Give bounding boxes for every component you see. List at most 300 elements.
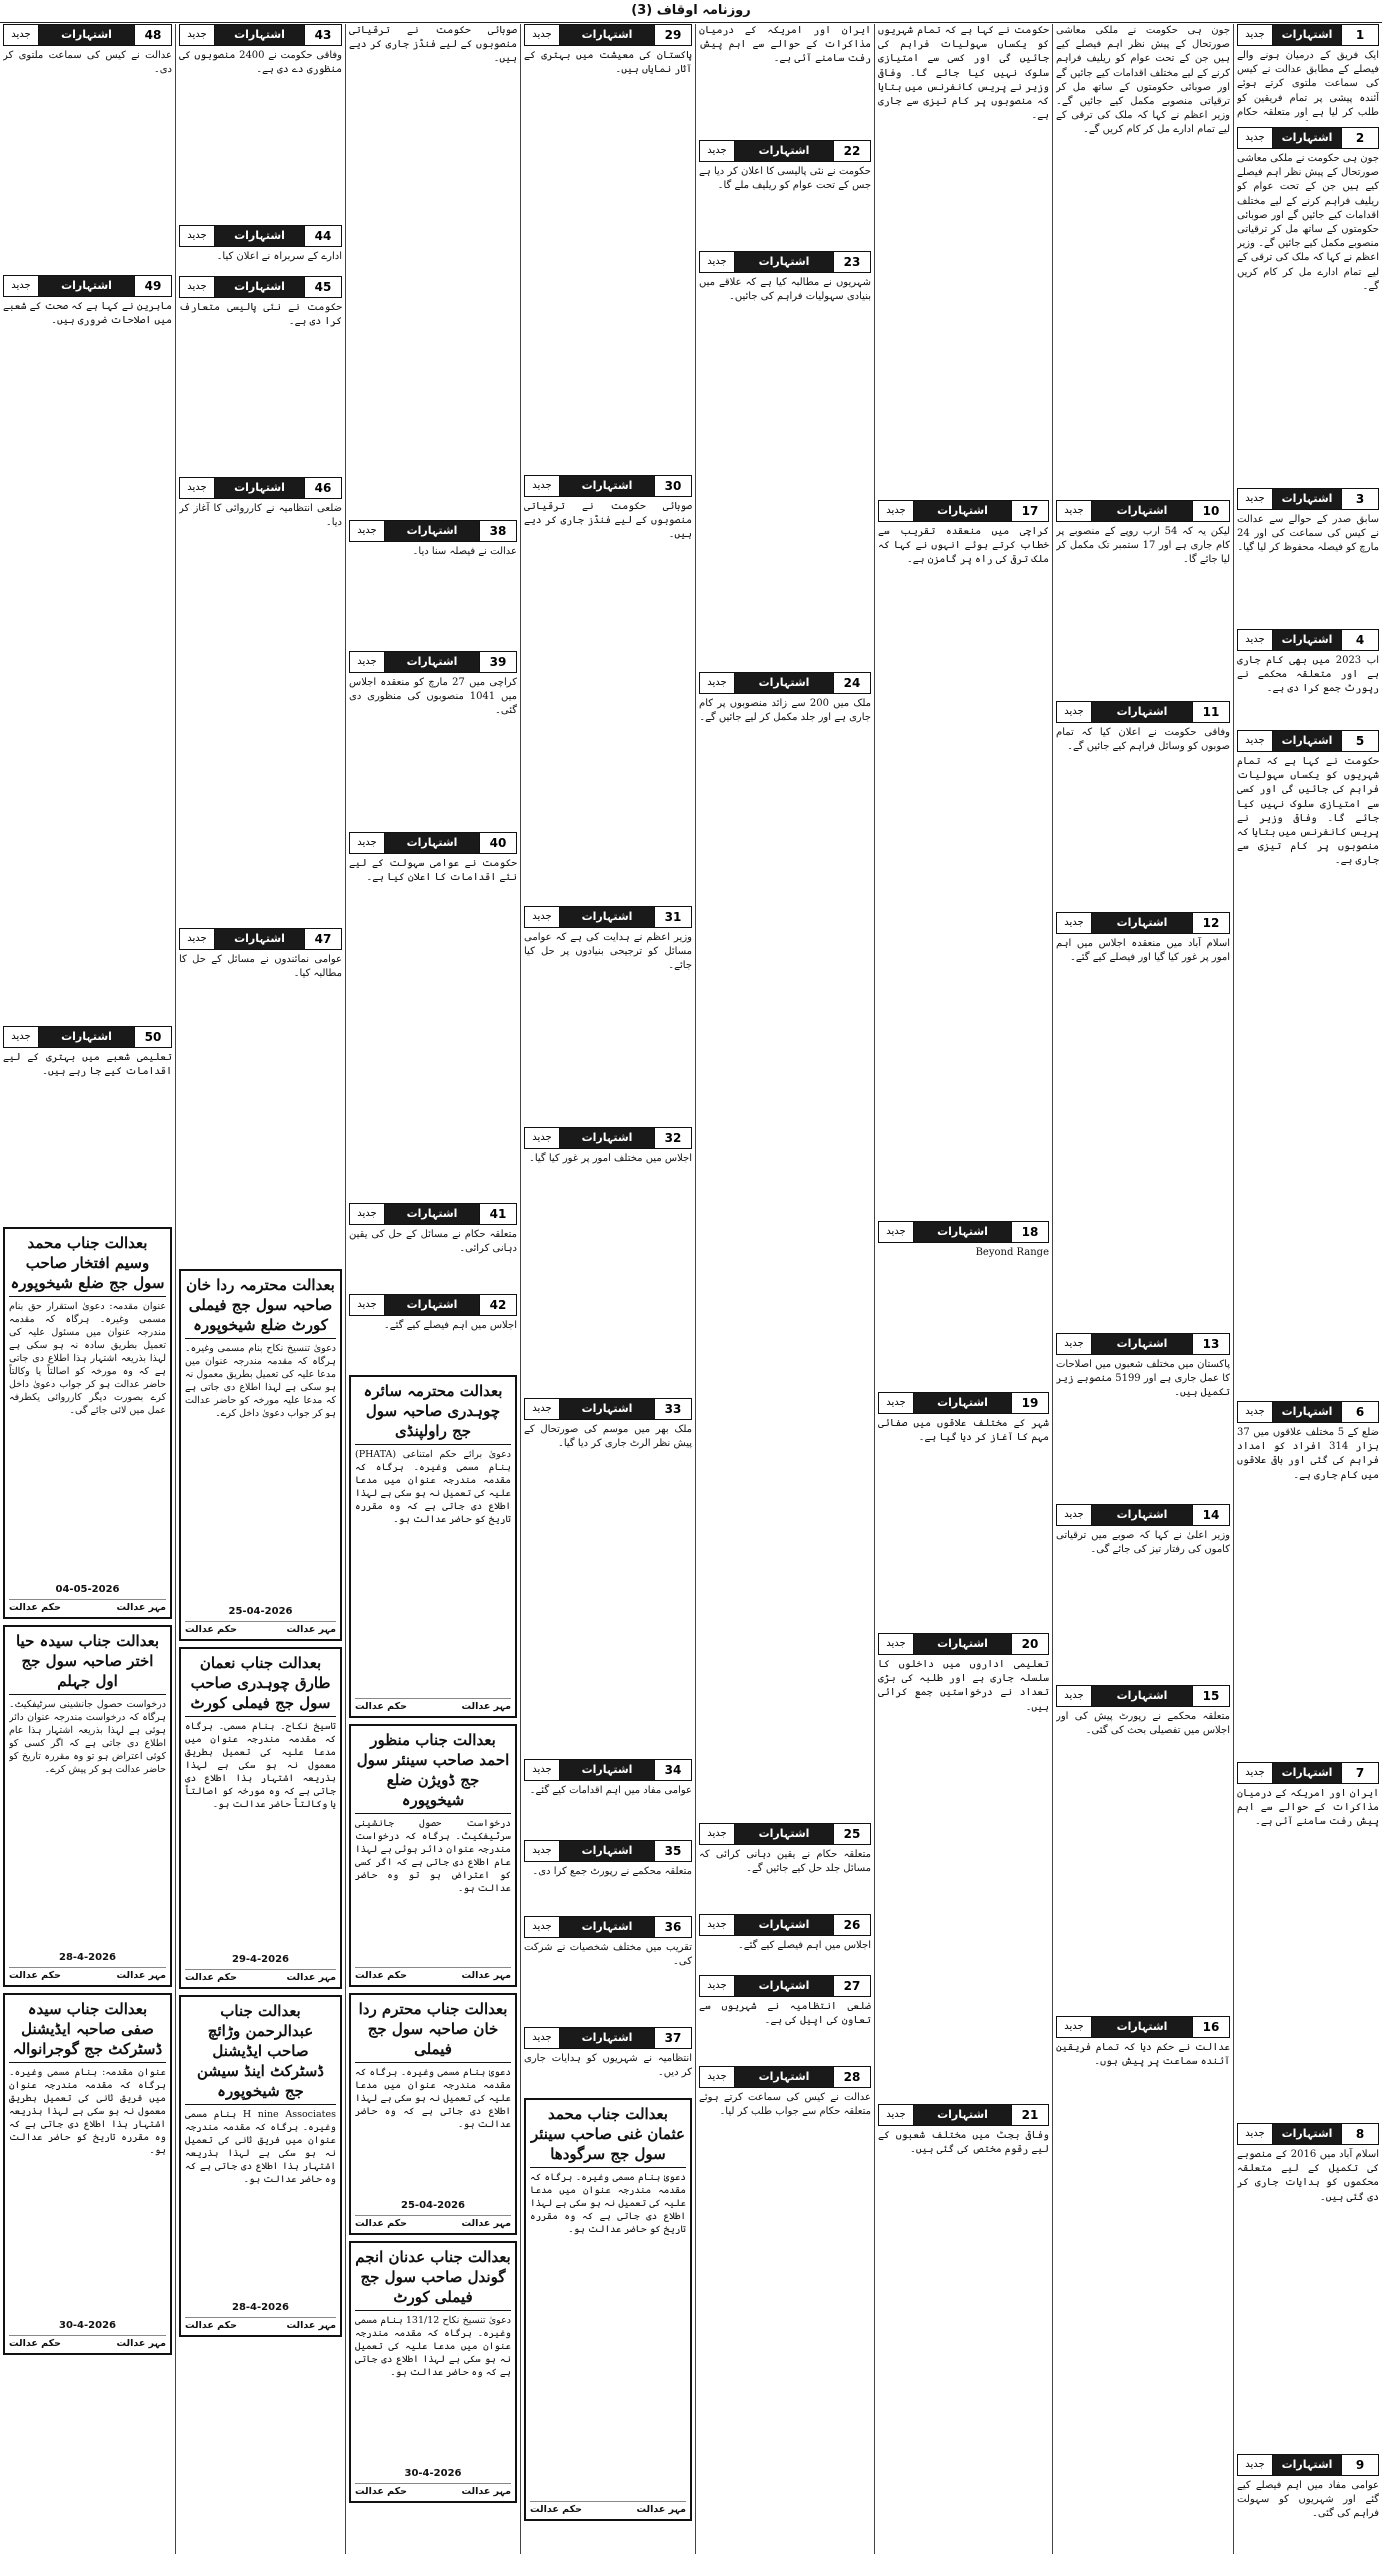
item-46: [179, 477, 342, 922]
item-text: پاکستان میں مختلف شعبوں میں اصلاحات کا عمل جاری ہے اور 5199 منصوبے زیر تکمیل ہیں۔: [1056, 1358, 1230, 1498]
item-number: 24: [833, 673, 870, 693]
item-37: [524, 2027, 692, 2092]
item-header: [699, 140, 871, 162]
item-label: اشتہارات: [215, 277, 304, 297]
item-label: اشتہارات: [735, 1915, 833, 1935]
item-tag: جدید: [1057, 1505, 1092, 1525]
item-header: [1237, 629, 1379, 651]
item-label: اشتہارات: [560, 907, 654, 927]
item-number: 12: [1192, 913, 1229, 933]
item-label: اشتہارات: [735, 1824, 833, 1844]
item-25: [699, 1823, 871, 1908]
item-30: [524, 475, 692, 900]
notice-signature: مہر عدالت حکم عدالت: [355, 2483, 511, 2497]
item-header: [524, 906, 692, 928]
item-label: اشتہارات: [1273, 489, 1341, 509]
item-number: 35: [654, 1841, 691, 1861]
item-text: اسلام آباد میں 2016 کے منصوبے کی تکمیل کے لیے متعلقہ محکموں کو ہدایات جاری کر دی گئی ہیں۔: [1237, 2148, 1379, 2448]
lead-text: جون ہی حکومت نے ملکی معاشی صورتحال کے پیش نظر اہم فیصلے کیے ہیں جن کے تحت عوام کو ریلیف فراہم کرنے کے لیے مختلف اقدامات کیے جائیں گے اور صوبائی حکومتوں کے ساتھ مل کر ترقیاتی منصوبے مکمل کیے جائیں گے۔ وزیر اعظم نے کہا کہ ملک کی ترقی کے لیے تمام ادارے مل کر کام کریں گے۔: [1056, 24, 1230, 494]
item-number: 30: [654, 476, 691, 496]
item-text: عدالت نے فیصلہ سنا دیا۔: [349, 545, 517, 645]
item-header: [878, 1392, 1049, 1414]
item-tag: جدید: [4, 276, 39, 296]
item-header: [1237, 2454, 1379, 2476]
item-34: [524, 1759, 692, 1834]
item-header: [3, 24, 172, 46]
item-label: اشتہارات: [735, 673, 833, 693]
item-label: اشتہارات: [735, 141, 833, 161]
notice-date: 29-4-2026: [231, 1954, 289, 1965]
item-41: [349, 1203, 517, 1288]
notice-signature: مہر عدالت حکم عدالت: [355, 2215, 511, 2229]
item-text: ملک میں 200 سے زائد منصوبوں پر کام جاری ہے اور جلد مکمل کر لیے جائیں گے۔: [699, 697, 871, 1817]
item-text: متعلقہ حکام نے مسائل کے حل کی یقین دہانی کرائی۔: [349, 1228, 517, 1288]
column-2: [1053, 24, 1233, 2367]
notice-signature: مہر عدالت حکم عدالت: [355, 1698, 511, 1712]
notice-title: بعدالت جناب محمد وسیم افتخار صاحب سول جج ضلع شیخوپورہ: [9, 1233, 166, 1297]
item-7: [1237, 1762, 1379, 2117]
item-3: [1237, 488, 1379, 623]
item-header: [1056, 1504, 1230, 1526]
notice-signature: مہر عدالت حکم عدالت: [9, 1967, 166, 1981]
item-24: [699, 672, 871, 1817]
item-22: [699, 140, 871, 245]
item-header: [1237, 488, 1379, 510]
item-tag: جدید: [700, 2067, 735, 2087]
item-number: 15: [1192, 1686, 1229, 1706]
item-number: 3: [1341, 489, 1378, 509]
item-text: وفاقی بجٹ میں مختلف شعبوں کے لیے رقوم مختص کی گئی ہیں۔: [878, 2129, 1049, 2429]
item-text: شہریوں نے مطالبہ کیا ہے کہ علاقے میں بنیادی سہولیات فراہم کی جائیں۔: [699, 276, 871, 666]
item-tag: جدید: [350, 521, 385, 541]
item-label: اشتہارات: [1273, 128, 1341, 148]
item-header: [878, 500, 1049, 522]
item-label: اشتہارات: [215, 478, 304, 498]
item-number: 13: [1192, 1334, 1229, 1354]
item-text: حکومت نے نئی پالیسی متعارف کرا دی ہے۔: [179, 301, 342, 471]
item-31: [524, 906, 692, 1121]
item-header: [3, 275, 172, 297]
item-number: 32: [654, 1128, 691, 1148]
item-text: متعلقہ محکمے نے رپورٹ جمع کرا دی۔: [524, 1865, 692, 1910]
item-text: عدالت نے حکم دیا کہ تمام فریقین آئندہ سماعت پر پیش ہوں۔: [1056, 2041, 1230, 2361]
item-label: اشتہارات: [215, 929, 304, 949]
item-text: وزیر اعلیٰ نے کہا کہ صوبے میں ترقیاتی کاموں کی رفتار تیز کی جائے گی۔: [1056, 1529, 1230, 1679]
item-number: 28: [833, 2067, 870, 2087]
item-text: اب 2023 میں بھی کام جاری ہے اور متعلقہ محکمے نے رپورٹ جمع کرا دی ہے۔: [1237, 654, 1379, 724]
item-label: اشتہارات: [215, 226, 304, 246]
item-header: [1056, 1333, 1230, 1355]
item-number: 31: [654, 907, 691, 927]
court-notice: [349, 1993, 517, 2235]
column-8: [0, 24, 175, 2361]
notice-date: 28-4-2026: [58, 1952, 116, 1963]
notice-title: بعدالت محترمہ ردا خان صاحبہ سول جج فیملی کورٹ ضلع شیخوپورہ: [185, 1275, 336, 1339]
item-header: [699, 2066, 871, 2088]
item-text: شہر کے مختلف علاقوں میں صفائی مہم کا آغاز کر دیا گیا ہے۔: [878, 1417, 1049, 1627]
item-tag: جدید: [1238, 731, 1273, 751]
notice-title: بعدالت جناب نعمان طارق چوہدری صاحب سول جج فیملی کورٹ: [185, 1653, 336, 1717]
item-header: [699, 1823, 871, 1845]
item-number: 43: [304, 25, 341, 45]
item-label: اشتہارات: [1273, 25, 1341, 45]
item-13: [1056, 1333, 1230, 1498]
item-38: [349, 520, 517, 645]
item-tag: جدید: [180, 478, 215, 498]
item-header: [878, 1221, 1049, 1243]
item-label: اشتہارات: [914, 1393, 1011, 1413]
item-tag: جدید: [4, 25, 39, 45]
item-number: 14: [1192, 1505, 1229, 1525]
item-number: 7: [1341, 1763, 1378, 1783]
item-label: اشتہارات: [385, 833, 479, 853]
item-36: [524, 1916, 692, 2021]
notice-body: دعویٰ تنسیخ نکاح 131/12 بنام مسمی وغیرہ۔ ہرگاہ کہ مقدمہ مندرجہ عنوان میں مدعا علیہ کی تعمیل نہ ہو سکی ہے لہذا اطلاع دی جاتی ہے کہ وہ حاضر عدالت ہو۔: [355, 2315, 511, 2378]
item-45: [179, 276, 342, 471]
court-notice: [3, 1993, 172, 2355]
item-label: اشتہارات: [1092, 1686, 1192, 1706]
item-number: 1: [1341, 25, 1378, 45]
item-tag: جدید: [525, 25, 560, 45]
item-23: [699, 251, 871, 666]
item-text: ایک فریق کے درمیان ہونے والے فیصلے کے مطابق عدالت نے کیس کی سماعت ملتوی کرتے ہوئے آئندہ پیشی پر تمام فریقین کو طلب کر لیا ہے اور متعلقہ حکام: [1237, 49, 1379, 121]
item-42: [349, 1294, 517, 1369]
item-label: اشتہارات: [1273, 630, 1341, 650]
court-notice: [524, 2098, 692, 2521]
item-number: 17: [1011, 501, 1048, 521]
item-6: [1237, 1401, 1379, 1756]
item-label: اشتہارات: [735, 252, 833, 272]
notice-body: عنوان مقدمہ: بنام مسمی وغیرہ۔ ہرگاہ کہ مقدمہ مندرجہ عنوان میں فریق ثانی کی تعمیل بطریق معمول نہ ہو سکی ہے لہذا بذریعہ اشتہار ہذا اطلاع دی جاتی ہے کہ وہ مقررہ تاریخ کو حاضر عدالت ہو۔: [9, 2067, 166, 2156]
item-9: [1237, 2454, 1379, 2539]
item-header: [524, 1916, 692, 1938]
item-4: [1237, 629, 1379, 724]
notice-body: H nine Associates بنام مسمی وغیرہ۔ ہرگاہ کہ مقدمہ مندرجہ عنوان میں فریق ثانی کی تعمیل نہ ہو سکی ہے لہذا بذریعہ اشتہار ہذا اطلاع دی جاتی ہے کہ وہ حاضر عدالت ہو۔: [185, 2109, 336, 2185]
item-number: 4: [1341, 630, 1378, 650]
item-tag: جدید: [525, 1128, 560, 1148]
item-49: [3, 275, 172, 1020]
item-header: [179, 928, 342, 950]
item-number: 10: [1192, 501, 1229, 521]
item-label: اشتہارات: [560, 2028, 654, 2048]
item-tag: جدید: [700, 1915, 735, 1935]
item-tag: جدید: [1057, 2017, 1092, 2037]
item-number: 23: [833, 252, 870, 272]
item-tag: جدید: [1238, 1402, 1273, 1422]
item-header: [349, 1203, 517, 1225]
item-20: [878, 1633, 1049, 2098]
item-label: اشتہارات: [1273, 1763, 1341, 1783]
item-39: [349, 651, 517, 826]
notice-body: دعویٰ تنسیخ نکاح بنام مسمی وغیرہ۔ ہرگاہ کہ مقدمہ مندرجہ عنوان میں مدعا علیہ کی تعمیل بطریق معمول نہ ہو سکی ہے لہذا اطلاع دی جاتی ہے کہ مدعا علیہ مورخہ کو حاضر عدالت ہو کر جواب دعویٰ داخل کرے۔: [185, 1343, 336, 1419]
item-44: [179, 225, 342, 270]
item-tag: جدید: [180, 25, 215, 45]
notice-title: بعدالت جناب منظور احمد صاحب سینئر سول جج ڈویژن ضلع شیخوپورہ: [355, 1730, 511, 1814]
item-number: 38: [479, 521, 516, 541]
item-tag: جدید: [525, 907, 560, 927]
item-text: پاکستان کی معیشت میں بہتری کے آثار نمایاں ہیں۔: [524, 49, 692, 469]
notice-title: بعدالت جناب عدنان انجم گوندل صاحب سول جج فیملی کورٹ: [355, 2247, 511, 2311]
item-header: [699, 672, 871, 694]
item-text: ایران اور امریکہ کے درمیان مذاکرات کے حوالے سے اہم پیش رفت سامنے آئی ہے۔: [1237, 1787, 1379, 2117]
item-text: ادارے کے سربراہ نے اعلان کیا۔: [179, 250, 342, 270]
item-number: 48: [134, 25, 171, 45]
item-label: اشتہارات: [385, 521, 479, 541]
item-label: اشتہارات: [914, 501, 1011, 521]
item-number: 22: [833, 141, 870, 161]
item-header: [1056, 500, 1230, 522]
item-1: [1237, 24, 1379, 121]
item-tag: جدید: [180, 226, 215, 246]
item-number: 25: [833, 1824, 870, 1844]
item-11: [1056, 701, 1230, 906]
item-header: [878, 2104, 1049, 2126]
item-header: [179, 276, 342, 298]
item-tag: جدید: [879, 1393, 914, 1413]
item-tag: جدید: [879, 1634, 914, 1654]
item-text: کراچی میں منعقدہ تقریب سے خطاب کرتے ہوئے انہوں نے کہا کہ ملک ترقی کی راہ پر گامزن ہے۔: [878, 525, 1049, 1215]
item-tag: جدید: [350, 833, 385, 853]
item-text: انتظامیہ نے شہریوں کو ہدایات جاری کر دیں۔: [524, 2052, 692, 2092]
item-tag: جدید: [525, 1399, 560, 1419]
item-text: وزیر اعظم نے ہدایت کی ہے کہ عوامی مسائل کو ترجیحی بنیادوں پر حل کیا جائے۔: [524, 931, 692, 1121]
notice-body: دعویٰ بنام مسمی وغیرہ۔ ہرگاہ کہ مقدمہ مندرجہ عنوان میں مدعا علیہ کی تعمیل نہ ہو سکی ہے لہذا اطلاع دی جاتی ہے کہ وہ مقررہ تاریخ کو حاضر عدالت ہو۔: [530, 2172, 686, 2235]
notice-title: بعدالت جناب سیدہ حیا اختر صاحبہ سول جج اول جہلم: [9, 1631, 166, 1695]
item-29: [524, 24, 692, 469]
item-label: اشتہارات: [1092, 2017, 1192, 2037]
item-tag: جدید: [879, 1222, 914, 1242]
item-number: 11: [1192, 702, 1229, 722]
notice-body: درخواست حصول جانشینی سرٹیفکیٹ۔ ہرگاہ کہ درخواست مندرجہ عنوان دائر ہوئی ہے لہذا بذریعہ اشتہار ہذا عام اطلاع دی جاتی ہے کہ اگر کسی کو کوئی اعتراض ہو تو وہ مقررہ تاریخ کو حاضر عدالت ہو کر پیش کرے۔: [9, 1699, 166, 1775]
item-number: 29: [654, 25, 691, 45]
item-label: اشتہارات: [1273, 731, 1341, 751]
item-text: حکومت نے کہا ہے کہ تمام شہریوں کو یکساں سہولیات فراہم کی جائیں گی اور کسی سے امتیازی سلوک نہیں کیا جائے گا۔ وفاقی وزیر نے پریس کانفرنس میں بتایا کہ منصوبوں پر کام تیزی سے جاری ہے۔: [1237, 755, 1379, 1395]
item-header: [349, 832, 517, 854]
item-label: اشتہارات: [560, 1760, 654, 1780]
item-2: [1237, 127, 1379, 482]
item-10: [1056, 500, 1230, 695]
item-text: ضلع کے 5 مختلف علاقوں میں 37 ہزار 314 افراد کو امداد فراہم کی گئی اور باقی علاقوں میں کام جاری ہے۔: [1237, 1426, 1379, 1756]
item-tag: جدید: [1238, 489, 1273, 509]
item-text: اجلاس میں اہم فیصلے کیے گئے۔: [349, 1319, 517, 1369]
item-tag: جدید: [879, 501, 914, 521]
court-notice: [349, 2241, 517, 2503]
item-label: اشتہارات: [560, 1917, 654, 1937]
item-tag: جدید: [1238, 2124, 1273, 2144]
item-15: [1056, 1685, 1230, 2010]
item-tag: جدید: [700, 673, 735, 693]
court-notice: [179, 1647, 342, 1989]
item-number: 41: [479, 1204, 516, 1224]
item-text: اسلام آباد میں منعقدہ اجلاس میں اہم امور پر غور کیا گیا اور فیصلے کیے گئے۔: [1056, 937, 1230, 1327]
item-17: [878, 500, 1049, 1215]
item-number: 42: [479, 1295, 516, 1315]
item-number: 5: [1341, 731, 1378, 751]
item-32: [524, 1127, 692, 1392]
item-40: [349, 832, 517, 1197]
item-header: [524, 475, 692, 497]
item-tag: جدید: [700, 141, 735, 161]
item-text: Beyond Range: [878, 1246, 1049, 1386]
item-label: اشتہارات: [39, 1027, 134, 1047]
item-text: سابق صدر کے حوالے سے عدالت نے کیس کی سماعت کی اور 24 مارچ کو فیصلہ محفوظ کر لیا گیا۔: [1237, 513, 1379, 623]
item-header: [179, 24, 342, 46]
item-tag: جدید: [1238, 630, 1273, 650]
notice-signature: مہر عدالت حکم عدالت: [185, 1621, 336, 1635]
item-tag: جدید: [4, 1027, 39, 1047]
item-14: [1056, 1504, 1230, 1679]
item-text: ماہرین نے کہا ہے کہ صحت کے شعبے میں اصلاحات ضروری ہیں۔: [3, 300, 172, 1020]
notice-date: 04-05-2026: [55, 1584, 120, 1595]
item-label: اشتہارات: [1092, 1505, 1192, 1525]
column-5: [521, 24, 695, 2527]
item-tag: جدید: [1057, 501, 1092, 521]
notice-date: 25-04-2026: [401, 2200, 465, 2211]
item-tag: جدید: [700, 1976, 735, 1996]
column-4: [696, 24, 874, 2287]
notice-title: بعدالت جناب محترم ردا خان صاحبہ سول جج فیملی: [355, 1999, 511, 2063]
item-label: اشتہارات: [39, 276, 134, 296]
item-8: [1237, 2123, 1379, 2448]
item-tag: جدید: [1057, 702, 1092, 722]
item-label: اشتہارات: [385, 1295, 479, 1315]
notice-title: بعدالت جناب سیدہ صفی صاحبہ ایڈیشنل ڈسٹرکٹ جج گوجرانوالہ: [9, 1999, 166, 2063]
item-header: [1237, 1762, 1379, 1784]
lead-text: ایران اور امریکہ کے درمیان مذاکرات کے حوالے سے اہم پیش رفت سامنے آئی ہے۔: [699, 24, 871, 134]
item-text: عوامی مفاد میں اہم اقدامات کیے گئے۔: [524, 1784, 692, 1834]
item-number: 8: [1341, 2124, 1378, 2144]
item-text: تعلیمی اداروں میں داخلوں کا سلسلہ جاری ہے اور طلبہ کی بڑی تعداد نے درخواستیں جمع کرائی ہیں۔: [878, 1658, 1049, 2098]
notice-title: بعدالت جناب عبدالرحمن وڑائچ صاحب ایڈیشنل ڈسٹرکٹ اینڈ سیشن جج شیخوپورہ: [185, 2001, 336, 2105]
item-tag: جدید: [525, 1760, 560, 1780]
item-header: [1056, 1685, 1230, 1707]
notice-signature: مہر عدالت حکم عدالت: [355, 1967, 511, 1981]
item-number: 19: [1011, 1393, 1048, 1413]
court-notice: [179, 1995, 342, 2337]
item-18: [878, 1221, 1049, 1386]
item-number: 34: [654, 1760, 691, 1780]
item-16: [1056, 2016, 1230, 2361]
item-header: [699, 1975, 871, 1997]
item-tag: جدید: [525, 1841, 560, 1861]
court-notice: [3, 1625, 172, 1987]
item-text: وفاقی حکومت نے اعلان کیا کہ تمام صوبوں کو وسائل فراہم کیے جائیں گے۔: [1056, 726, 1230, 906]
item-text: متعلقہ حکام نے یقین دہانی کرائی کہ مسائل جلد حل کیے جائیں گے۔: [699, 1848, 871, 1908]
item-number: 37: [654, 2028, 691, 2048]
item-number: 45: [304, 277, 341, 297]
item-number: 21: [1011, 2105, 1048, 2125]
item-header: [1056, 701, 1230, 723]
item-tag: جدید: [180, 277, 215, 297]
item-text: کراچی میں 27 مارچ کو منعقدہ اجلاس میں 1041 منصوبوں کی منظوری دی گئی۔: [349, 676, 517, 826]
court-notice: [3, 1227, 172, 1619]
item-header: [349, 520, 517, 542]
item-number: 33: [654, 1399, 691, 1419]
item-text: ضلعی انتظامیہ نے شہریوں سے تعاون کی اپیل کی ہے۔: [699, 2000, 871, 2060]
item-number: 46: [304, 478, 341, 498]
item-header: [179, 477, 342, 499]
item-label: اشتہارات: [385, 1204, 479, 1224]
item-tag: جدید: [1238, 2455, 1273, 2475]
item-header: [524, 1840, 692, 1862]
item-label: اشتہارات: [1273, 2455, 1341, 2475]
item-label: اشتہارات: [560, 1399, 654, 1419]
item-number: 27: [833, 1976, 870, 1996]
item-text: اجلاس میں مختلف امور پر غور کیا گیا۔: [524, 1152, 692, 1392]
court-notice: [349, 1375, 517, 1718]
item-tag: جدید: [525, 2028, 560, 2048]
item-label: اشتہارات: [735, 1976, 833, 1996]
lead-text: حکومت نے کہا ہے کہ تمام شہریوں کو یکساں سہولیات فراہم کی جائیں گی اور کسی سے امتیازی سلوک نہیں کیا جائے گا۔ وفاقی وزیر نے پریس کانفرنس میں بتایا کہ منصوبوں پر کام تیزی سے جاری ہے۔: [878, 24, 1049, 494]
column-3: [875, 24, 1052, 2435]
item-text: ضلعی انتظامیہ نے کارروائی کا آغاز کر دیا۔: [179, 502, 342, 922]
court-notice: [179, 1269, 342, 1641]
item-tag: جدید: [1057, 1686, 1092, 1706]
item-header: [1237, 2123, 1379, 2145]
notice-signature: مہر عدالت حکم عدالت: [9, 1599, 166, 1613]
court-notice: [349, 1724, 517, 1987]
column-7: [176, 24, 345, 2343]
item-text: تقریب میں مختلف شخصیات نے شرکت کی۔: [524, 1941, 692, 2021]
lead-text: صوبائی حکومت نے ترقیاتی منصوبوں کے لیے فنڈز جاری کر دیے ہیں۔: [349, 24, 517, 514]
item-tag: جدید: [525, 476, 560, 496]
item-number: 16: [1192, 2017, 1229, 2037]
item-label: اشتہارات: [560, 1128, 654, 1148]
item-header: [524, 24, 692, 46]
item-21: [878, 2104, 1049, 2429]
item-label: اشتہارات: [385, 652, 479, 672]
item-label: اشتہارات: [1092, 702, 1192, 722]
item-tag: جدید: [700, 252, 735, 272]
item-label: اشتہارات: [914, 2105, 1011, 2125]
notice-title: بعدالت محترمہ سائرہ چوہدری صاحبہ سول جج راولپنڈی: [355, 1381, 511, 1445]
item-26: [699, 1914, 871, 1969]
notice-signature: مہر عدالت حکم عدالت: [530, 2501, 686, 2515]
notice-signature: مہر عدالت حکم عدالت: [9, 2335, 166, 2349]
item-48: [3, 24, 172, 269]
item-header: [524, 1759, 692, 1781]
item-5: [1237, 730, 1379, 1395]
item-number: 39: [479, 652, 516, 672]
item-label: اشتہارات: [1092, 1334, 1192, 1354]
item-number: 20: [1011, 1634, 1048, 1654]
item-50: [3, 1026, 172, 1221]
item-tag: جدید: [1057, 1334, 1092, 1354]
item-header: [3, 1026, 172, 1048]
item-text: حکومت نے نئی پالیسی کا اعلان کر دیا ہے جس کے تحت عوام کو ریلیف ملے گا۔: [699, 165, 871, 245]
item-label: اشتہارات: [560, 476, 654, 496]
item-tag: جدید: [1238, 25, 1273, 45]
item-text: اجلاس میں اہم فیصلے کیے گئے۔: [699, 1939, 871, 1969]
item-19: [878, 1392, 1049, 1627]
page-header: روزنامہ اوقاف (3): [0, 0, 1382, 23]
item-number: 18: [1011, 1222, 1048, 1242]
item-number: 47: [304, 929, 341, 949]
item-header: [179, 225, 342, 247]
item-header: [1237, 24, 1379, 46]
item-number: 26: [833, 1915, 870, 1935]
item-text: متعلقہ محکمے نے رپورٹ پیش کی اور اجلاس میں تفصیلی بحث کی گئی۔: [1056, 1710, 1230, 2010]
item-label: اشتہارات: [560, 1841, 654, 1861]
item-header: [699, 251, 871, 273]
item-tag: جدید: [180, 929, 215, 949]
item-header: [524, 1127, 692, 1149]
notice-title: بعدالت جناب محمد عثمان غنی صاحب سینئر سول جج سرگودھا: [530, 2104, 686, 2168]
item-tag: جدید: [350, 1204, 385, 1224]
item-number: 40: [479, 833, 516, 853]
item-tag: جدید: [1238, 128, 1273, 148]
item-header: [1237, 1401, 1379, 1423]
